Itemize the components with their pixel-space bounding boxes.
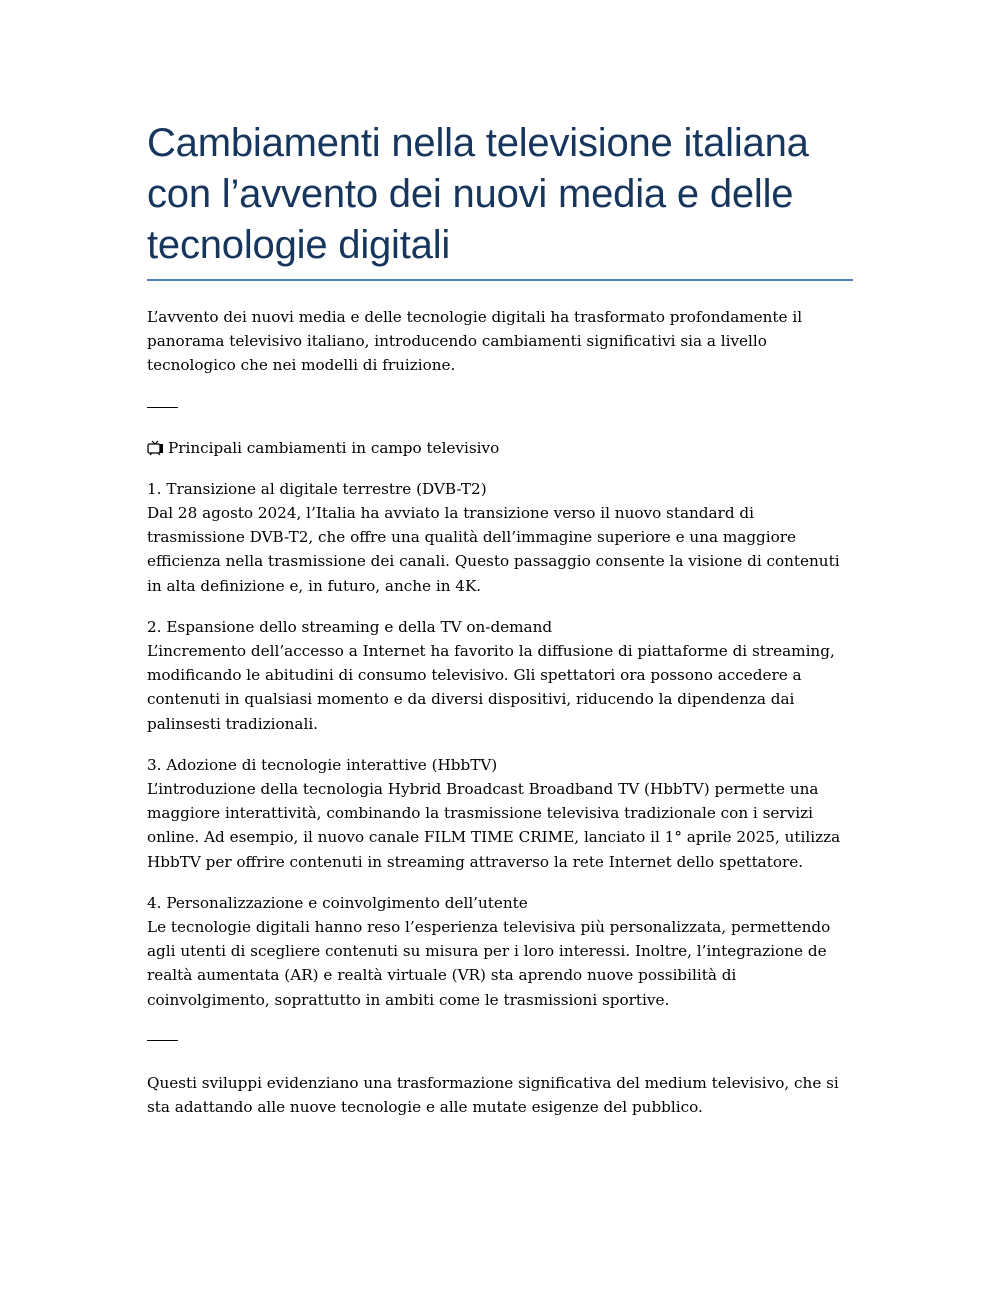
document-page bbox=[147, 118, 853, 1119]
list-item bbox=[147, 891, 853, 1012]
item-text: Le tecnologie digitali hanno reso l’esperienza televisiva più personalizzata, permettendo agli utenti di scegliere contenuti su misura per i loro interessi. Inoltre, l’integrazione de realtà aumentata (AR) e realtà virtuale (VR) sta aprendo nuove possibilità di coinvolgimento, soprattutto in ambiti come le trasmissioni sportive. bbox=[147, 918, 831, 1009]
list-item bbox=[147, 615, 853, 736]
item-text: L’introduzione della tecnologia Hybrid Broadcast Broadband TV (HbbTV) permette una maggiore interattività, combinando la trasmissione televisiva tradizionale con i servizi online. Ad esempio, il nuovo canale FILM TIME CRIME, lanciato il 1° aprile 2025, utilizza HbbTV per offrire contenuti in streaming attraverso la rete Internet dello spettatore. bbox=[147, 780, 841, 871]
list-item bbox=[147, 753, 853, 874]
separator-rule bbox=[147, 1040, 178, 1041]
closing-paragraph: Questi sviluppi evidenziano una trasformazione significativa del medium televisivo, che si sta adattando alle nuove tecnologie e alle mutate esigenze del pubblico. bbox=[147, 1073, 839, 1117]
item-text: L’incremento dell’accesso a Internet ha favorito la diffusione di piattaforme di streaming, modificando le abitudini di consumo televisivo. Gli spettatori ora possono accedere a contenuti in qualsiasi momento e da diversi dispositivi, riducendo la dipendenza dai palinsesti tradizionali. bbox=[147, 642, 835, 733]
item-heading: 4. Personalizzazione e coinvolgimento dell’utente bbox=[147, 893, 528, 912]
item-heading: 3. Adozione di tecnologie interattive (HbbTV) bbox=[147, 755, 498, 774]
intro-paragraph: L’avvento dei nuovi media e delle tecnologie digitali ha trasformato profondamente il panorama televisivo italiano, introducendo cambiamenti significativi sia a livello tecnologico che nei modelli di fruizione. bbox=[147, 308, 803, 375]
section-heading-label: Principali cambiamenti in campo televisivo bbox=[168, 438, 500, 457]
separator-rule bbox=[147, 407, 178, 408]
item-heading: 1. Transizione al digitale terrestre (DVB-T2) bbox=[147, 479, 487, 498]
document-title: Cambiamenti nella televisione italiana con l’avvento dei nuovi media e delle tecnologie digitali bbox=[147, 118, 853, 281]
section-heading bbox=[147, 436, 853, 460]
item-heading: 2. Espansione dello streaming e della TV on-demand bbox=[147, 617, 553, 636]
tv-icon bbox=[147, 439, 164, 455]
list-item bbox=[147, 477, 853, 598]
item-text: Dal 28 agosto 2024, l’Italia ha avviato la transizione verso il nuovo standard di trasmissione DVB-T2, che offre una qualità dell’immagine superiore e una maggiore efficienza nella trasmissione dei canali. Questo passaggio consente la visione di contenuti in alta definizione e, in futuro, anche in 4K. bbox=[147, 504, 840, 595]
